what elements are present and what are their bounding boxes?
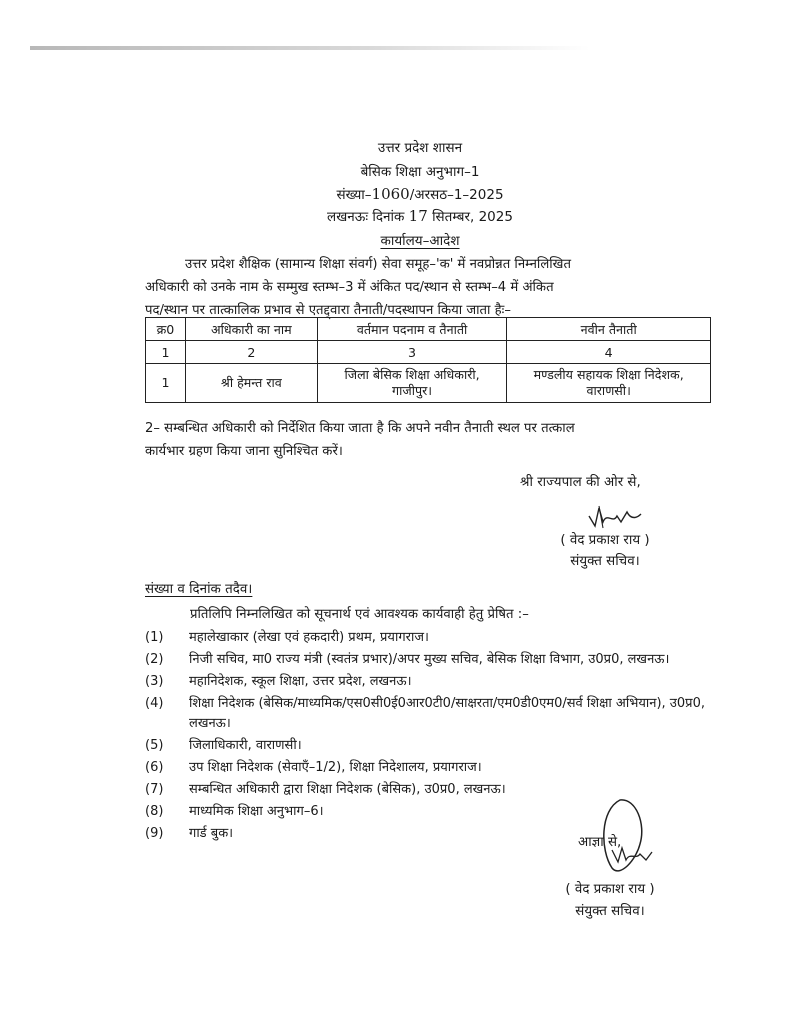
list-item-number: (2) — [145, 652, 164, 667]
signatory-name-2: ( वेद प्रकाश राय ) — [565, 882, 655, 897]
copy-intro: प्रतिलिपि निम्नलिखित को सूचनार्थ एवं आवश्यक कार्यवाही हेतु प्रेषित :– — [190, 607, 529, 622]
signatory-designation-2: संयुक्त सचिव। — [575, 904, 645, 919]
order-date-prefix: लखनऊः दिनांक — [327, 209, 405, 225]
order-number-handwritten: 1060 — [371, 185, 410, 203]
list-item — [145, 628, 725, 648]
list-item-text: उप शिक्षा निदेशक (सेवाएँ–1/2), शिक्षा निदेशालय, प्रयागराज। — [189, 760, 482, 775]
government-name: उत्तर प्रदेश शासन — [377, 140, 463, 156]
on-behalf-line: श्री राज्यपाल की ओर से, — [520, 475, 641, 490]
posting-table — [145, 317, 711, 403]
list-item-text: शिक्षा निदेशक (बेसिक/माध्यमिक/एस0सी0ई0आर0टी0/साक्षरता/एम0डी0एम0/सर्व शिक्षा अभियान), उ0प्र0, लखनऊ। — [189, 696, 705, 731]
table-cell-current-line2: गाजीपुर। — [392, 383, 433, 398]
table-column-number-row — [146, 341, 711, 364]
list-item — [145, 650, 709, 670]
instruction-line-1: 2– सम्बन्धित अधिकारी को निर्देशित किया जाता है कि अपने नवीन तैनाती स्थल पर तत्काल — [145, 421, 575, 436]
signatory-designation-1: संयुक्त सचिव। — [570, 554, 640, 569]
table-cell-name: श्री हेमन्त राव — [185, 364, 317, 403]
list-item-text: निजी सचिव, मा0 राज्य मंत्री (स्वतंत्र प्रभार)/अपर मुख्य सचिव, बेसिक शिक्षा विभाग, उ0प्र0, लखनऊ। — [189, 652, 670, 667]
list-item-text: गार्ड बुक। — [189, 826, 234, 841]
order-number — [270, 185, 570, 203]
table-colnum-3: 3 — [317, 341, 507, 364]
list-item — [145, 672, 725, 692]
list-item-text: सम्बन्धित अधिकारी द्वारा शिक्षा निदेशक (बेसिक), उ0प्र0, लखनऊ। — [189, 782, 506, 797]
instruction-paragraph — [145, 417, 715, 463]
list-item — [145, 736, 725, 756]
intro-line-1: उत्तर प्रदेश शैक्षिक (सामान्य शिक्षा संवर्ग) सेवा समूह–'क' में नवप्रोन्नत निम्नलिखित — [185, 257, 571, 272]
table-header-name: अधिकारी का नाम — [185, 318, 317, 341]
list-item-number: (9) — [145, 826, 164, 841]
list-item-number: (1) — [145, 630, 164, 645]
list-item-number: (4) — [145, 696, 164, 711]
table-cell-new-line2: वाराणसी। — [586, 383, 631, 398]
list-item-number: (6) — [145, 760, 164, 775]
list-item-number: (3) — [145, 674, 164, 689]
table-colnum-2: 2 — [185, 341, 317, 364]
table-cell-new — [507, 364, 711, 403]
instruction-line-2: कार्यभार ग्रहण किया जाना सुनिश्चित करें। — [145, 444, 343, 459]
order-date-handwritten: 17 — [408, 207, 428, 225]
table-cell-current-line1: जिला बेसिक शिक्षा अधिकारी, — [344, 367, 480, 382]
table-cell-current — [317, 364, 507, 403]
table-colnum-1: 1 — [146, 341, 186, 364]
order-date-suffix: सितम्बर, 2025 — [432, 209, 513, 225]
signatory-name-1: ( वेद प्रकाश राय ) — [560, 533, 650, 548]
table-colnum-4: 4 — [507, 341, 711, 364]
list-item — [145, 758, 725, 778]
list-item-text: महालेखाकार (लेखा एवं हकदारी) प्रथम, प्रयागराज। — [189, 630, 429, 645]
order-number-prefix: संख्या– — [336, 187, 372, 203]
list-item — [145, 694, 709, 734]
order-date — [270, 207, 570, 225]
list-item-number: (5) — [145, 738, 164, 753]
list-item-text: महानिदेशक, स्कूल शिक्षा, उत्तर प्रदेश, लखनऊ। — [189, 674, 412, 689]
department-section: बेसिक शिक्षा अनुभाग–1 — [360, 164, 480, 180]
table-cell-sno: 1 — [146, 364, 186, 403]
list-item-text: जिलाधिकारी, वाराणसी। — [189, 738, 302, 753]
intro-line-3: पद/स्थान पर तात्कालिक प्रभाव से एतद्द्वारा तैनाती/पदस्थापन किया जाता हैः– — [145, 303, 511, 318]
table-row — [146, 364, 711, 403]
table-header-sno: क्र0 — [146, 318, 186, 341]
order-title: कार्यालय–आदेश — [380, 233, 460, 249]
table-header-row — [146, 318, 711, 341]
order-number-suffix: /अरसठ–1–2025 — [409, 187, 504, 203]
scan-artifact-line — [30, 46, 590, 50]
list-item-text: माध्यमिक शिक्षा अनुभाग–6। — [189, 804, 324, 819]
intro-paragraph — [145, 253, 715, 322]
signature-scribble-1 — [585, 498, 645, 532]
copy-heading: संख्या व दिनांक तदैव। — [145, 582, 253, 597]
list-item-number: (8) — [145, 804, 164, 819]
table-cell-new-line1: मण्डलीय सहायक शिक्षा निदेशक, — [533, 367, 684, 382]
table-header-current: वर्तमान पदनाम व तैनाती — [317, 318, 507, 341]
table-header-new: नवीन तैनाती — [507, 318, 711, 341]
by-order-line: आज्ञा से, — [578, 835, 622, 850]
intro-line-2: अधिकारी को उनके नाम के सम्मुख स्तम्भ–3 में अंकित पद/स्थान से स्तम्भ–4 में अंकित — [145, 280, 554, 295]
list-item-number: (7) — [145, 782, 164, 797]
